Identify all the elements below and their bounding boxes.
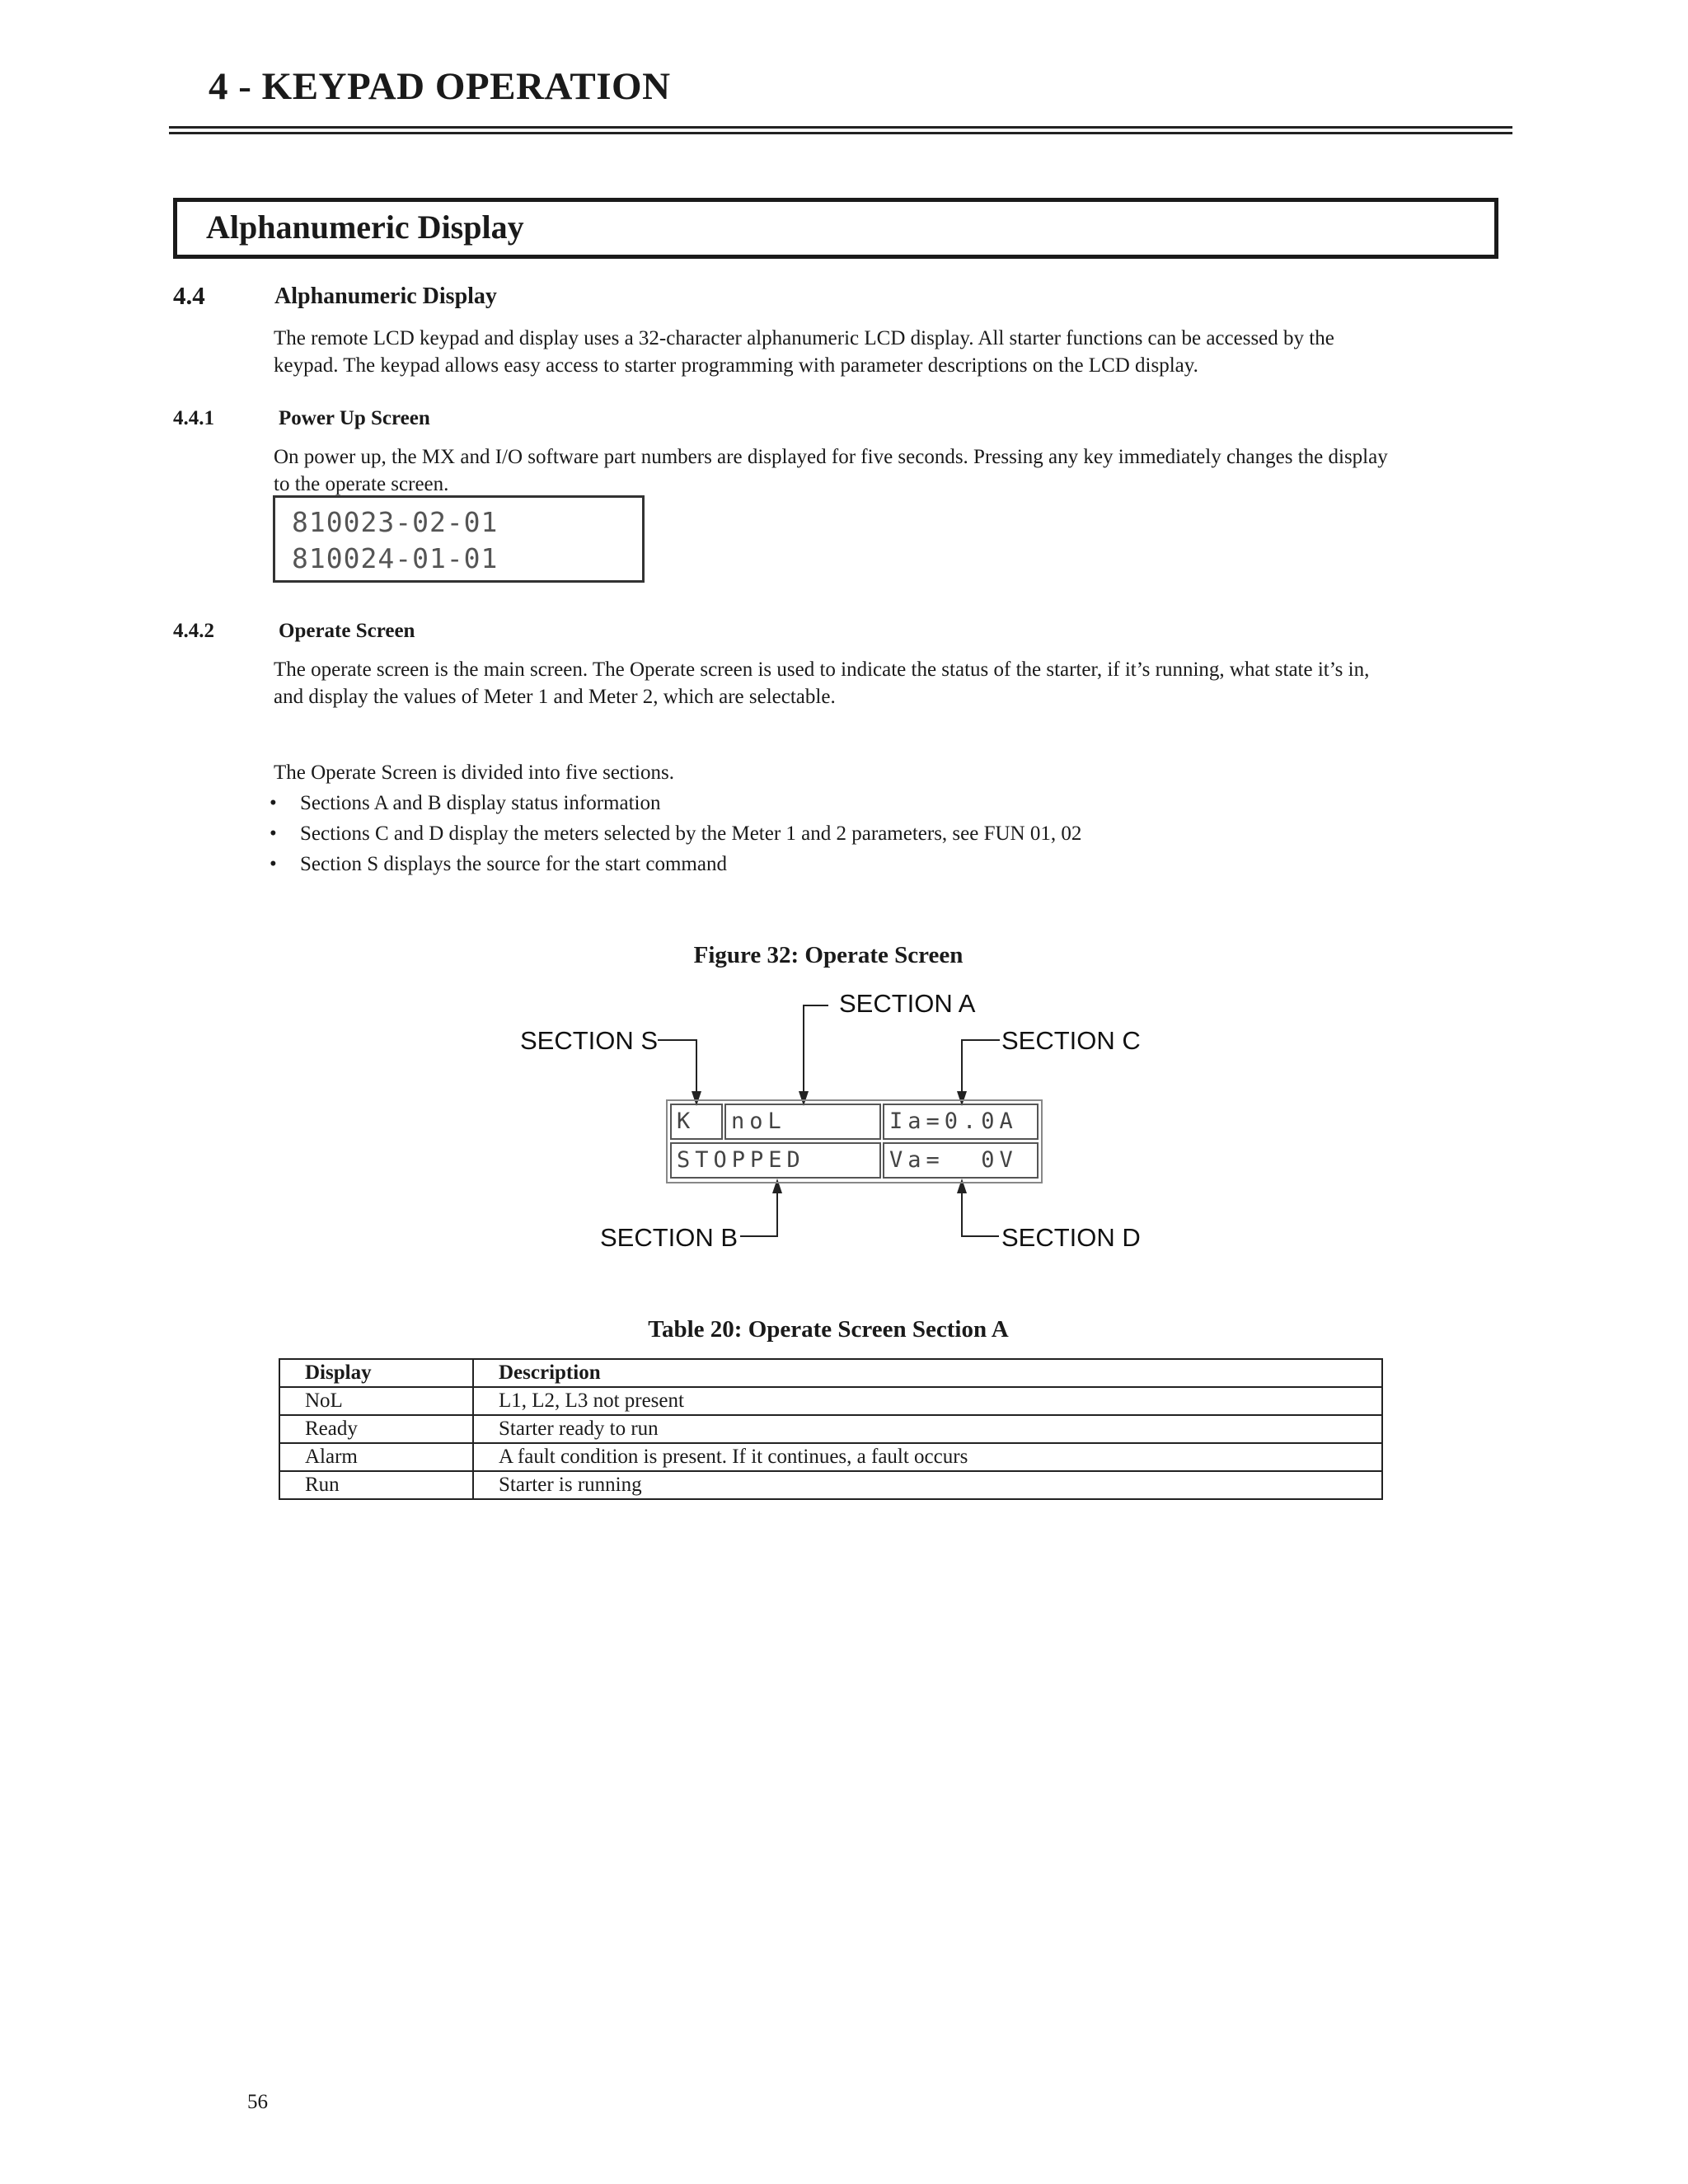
label-section-c: SECTION C bbox=[1001, 1026, 1141, 1055]
label-section-s: SECTION S bbox=[520, 1026, 659, 1055]
section-4-4-title: Alphanumeric Display bbox=[274, 284, 497, 309]
label-section-a: SECTION A bbox=[839, 989, 976, 1018]
list-item-text: Section S displays the source for the start command bbox=[300, 853, 727, 875]
table-header-display: Display bbox=[279, 1359, 473, 1387]
section-b-leader bbox=[740, 1192, 777, 1236]
page-number: 56 bbox=[247, 2091, 268, 2113]
label-section-b: SECTION B bbox=[600, 1223, 738, 1252]
paragraph-line: keypad. The keypad allows easy access to starter programming with parameter descriptions on the LCD display. bbox=[274, 354, 1198, 377]
section-4-4-2-title: Operate Screen bbox=[279, 620, 415, 642]
label-section-d: SECTION D bbox=[1001, 1223, 1141, 1252]
table-row bbox=[279, 1387, 1382, 1415]
list-item: • Sections A and B display status information bbox=[270, 792, 661, 814]
section-d-leader bbox=[962, 1192, 999, 1236]
section-s-leader bbox=[658, 1040, 696, 1093]
table-cell: L1, L2, L3 not present bbox=[473, 1387, 1382, 1415]
header-rule-top bbox=[169, 126, 1512, 129]
paragraph-line: The remote LCD keypad and display uses a 32-character alphanumeric LCD display. All starter functions can be accessed by the bbox=[274, 327, 1334, 349]
table-row bbox=[279, 1415, 1382, 1443]
paragraph-line: to the operate screen. bbox=[274, 473, 449, 495]
table-cell: A fault condition is present. If it continues, a fault occurs bbox=[473, 1443, 1382, 1471]
table-cell: Starter is running bbox=[473, 1471, 1382, 1499]
table-cell: Starter ready to run bbox=[473, 1415, 1382, 1443]
paragraph-line: The operate screen is the main screen. The Operate screen is used to indicate the status of the starter, if it’s running, what state it’s in, bbox=[274, 658, 1370, 681]
lcd-cell-section-d: Va= 0V bbox=[883, 1142, 1039, 1179]
section-c-leader bbox=[962, 1040, 1000, 1093]
lcd-cell-section-a: noL bbox=[724, 1104, 881, 1140]
section-b-arrow bbox=[772, 1179, 782, 1193]
list-item-text: Sections A and B display status information bbox=[300, 792, 661, 814]
power-up-lcd-display bbox=[273, 495, 645, 583]
list-item: • Sections C and D display the meters selected by the Meter 1 and 2 parameters, see FUN 01, 02 bbox=[270, 823, 1082, 845]
table-header-row bbox=[279, 1359, 1382, 1387]
chapter-title: 4 - KEYPAD OPERATION bbox=[209, 65, 671, 108]
table-cell: Ready bbox=[279, 1415, 473, 1443]
section-4-4-number: 4.4 bbox=[173, 281, 205, 310]
lcd-cell-section-c: Ia=0.0A bbox=[883, 1104, 1039, 1140]
header-rule-bottom bbox=[169, 132, 1512, 134]
table-cell: Run bbox=[279, 1471, 473, 1499]
section-4-4-1-number: 4.4.1 bbox=[173, 407, 214, 429]
section-a-leader bbox=[804, 1005, 828, 1093]
lcd-cell-section-b: STOPPED bbox=[670, 1142, 881, 1179]
operate-screen-figure bbox=[0, 972, 1688, 1269]
lcd-line-1: 810023-02-01 bbox=[292, 506, 499, 538]
table-cell: NoL bbox=[279, 1387, 473, 1415]
table-row bbox=[279, 1471, 1382, 1499]
operate-screen-intro: The Operate Screen is divided into five sections. bbox=[274, 762, 674, 784]
list-item-text: Sections C and D display the meters selected by the Meter 1 and 2 parameters, see FUN 01, 02 bbox=[300, 823, 1082, 845]
operate-screen-section-a-table bbox=[279, 1358, 1383, 1500]
table-header-description: Description bbox=[473, 1359, 1382, 1387]
table-row bbox=[279, 1443, 1382, 1471]
section-4-4-2-paragraph bbox=[274, 656, 1369, 710]
paragraph-line: and display the values of Meter 1 and Meter 2, which are selectable. bbox=[274, 686, 836, 708]
section-4-4-2-number: 4.4.2 bbox=[173, 620, 214, 642]
lcd-line-2: 810024-01-01 bbox=[292, 542, 499, 574]
operate-screen-bullet-list bbox=[270, 788, 1081, 879]
table-cell: Alarm bbox=[279, 1443, 473, 1471]
paragraph-line: On power up, the MX and I/O software part numbers are displayed for five seconds. Pressing any key immediately changes the display bbox=[274, 446, 1388, 468]
list-item: • Section S displays the source for the start command bbox=[270, 853, 727, 875]
section-banner bbox=[173, 198, 1498, 259]
section-4-4-1-paragraph bbox=[274, 443, 1388, 498]
section-4-4-1-title: Power Up Screen bbox=[279, 407, 430, 429]
section-banner-title: Alphanumeric Display bbox=[206, 209, 524, 246]
figure-caption: Figure 32: Operate Screen bbox=[693, 942, 964, 968]
section-4-4-paragraph bbox=[274, 325, 1334, 379]
lcd-cell-section-s: K bbox=[670, 1104, 723, 1140]
table-caption: Table 20: Operate Screen Section A bbox=[648, 1316, 1009, 1343]
section-d-arrow bbox=[957, 1179, 967, 1193]
